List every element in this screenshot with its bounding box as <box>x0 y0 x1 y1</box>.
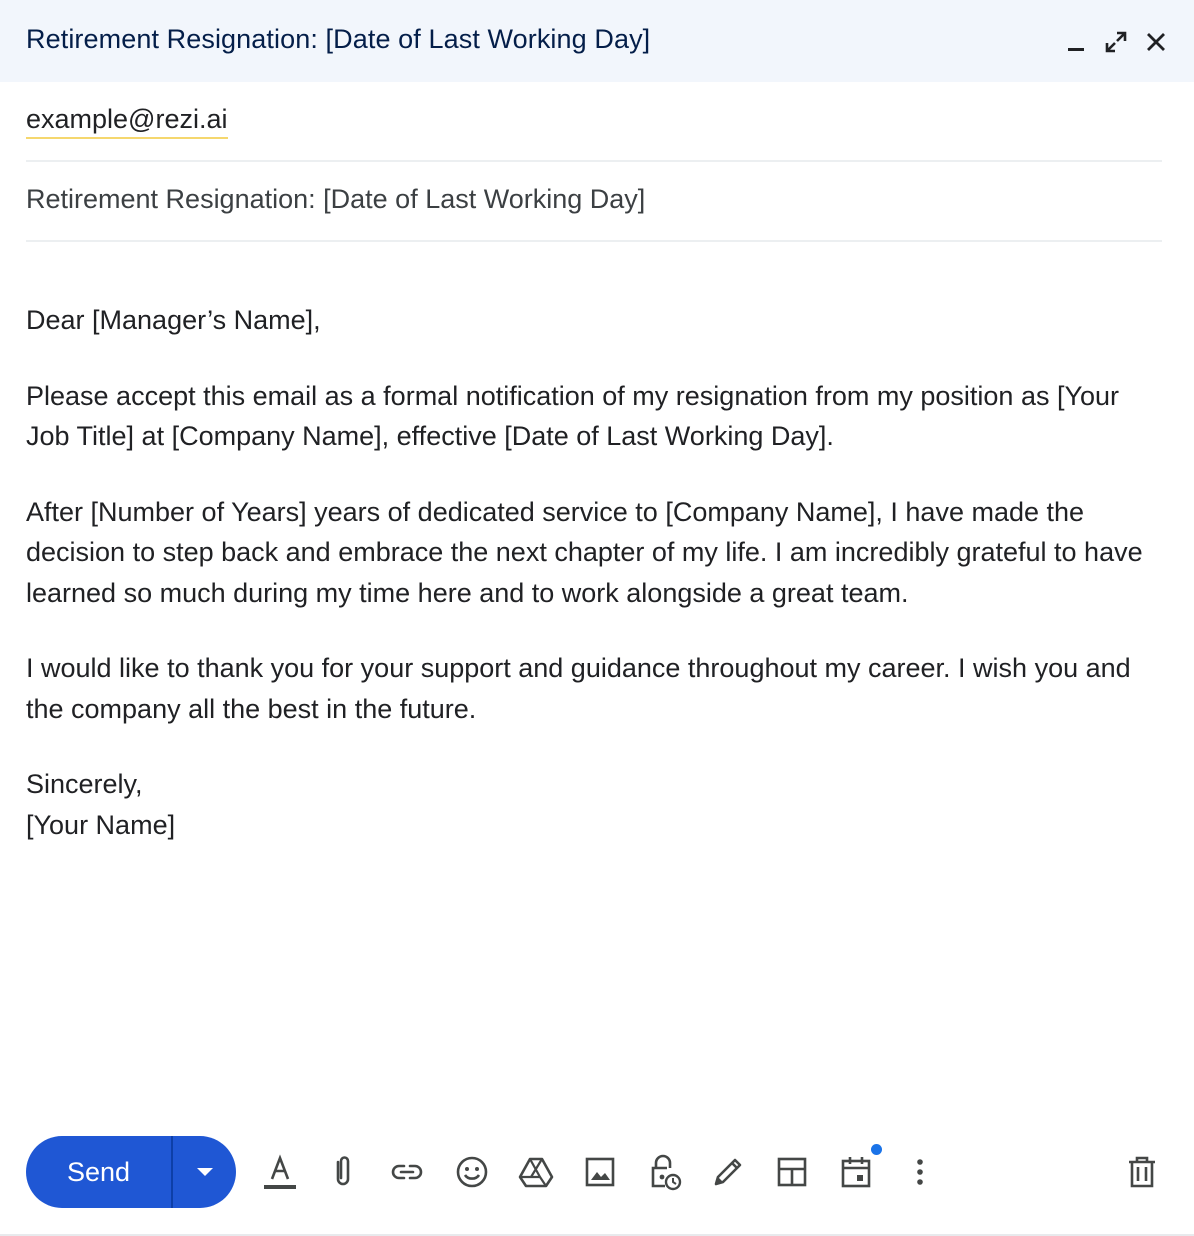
drive-button[interactable] <box>514 1150 558 1194</box>
insert-link-button[interactable] <box>385 1150 429 1194</box>
attach-icon <box>325 1154 361 1190</box>
send-button[interactable]: Send <box>66 1156 131 1187</box>
body-paragraph: I would like to thank you for your support and guidance throughout my career. I wish you and the company all the best in the future. <box>26 653 1131 724</box>
discard-icon <box>1126 1154 1158 1190</box>
confidential-mode-button[interactable] <box>642 1150 686 1194</box>
message-body[interactable] <box>26 300 1166 845</box>
caret-down-icon <box>196 1167 214 1177</box>
body-paragraph: Please accept this email as a formal notification of my resignation from my position as [Your Job Title] at [Company Name], effective [Date of Last Working Day]. <box>26 380 1120 451</box>
body-paragraph: After [Number of Years] years of dedicated service to [Company Name], I have made the decision to step back and embrace the next chapter of my life. I am incredibly grateful to have learned so much during my time here and to work alongside a great team. <box>26 496 1143 608</box>
signature: [Your Name] <box>26 809 176 840</box>
close-button[interactable] <box>1140 26 1172 58</box>
to-field[interactable] <box>26 82 1162 162</box>
window-controls <box>1060 26 1172 58</box>
subject-input[interactable]: Retirement Resignation: [Date of Last Working Day] <box>26 184 646 214</box>
discard-draft-button[interactable] <box>1120 1150 1164 1194</box>
minimize-icon <box>1065 31 1087 53</box>
link-icon <box>389 1154 425 1190</box>
schedule-button[interactable] <box>834 1150 878 1194</box>
signature-icon <box>710 1154 746 1190</box>
insert-signature-button[interactable] <box>706 1150 750 1194</box>
layouts-button[interactable] <box>770 1150 814 1194</box>
emoji-button[interactable] <box>450 1150 494 1194</box>
notification-dot <box>871 1144 882 1155</box>
expand-button[interactable] <box>1100 26 1132 58</box>
formatting-icon <box>262 1153 298 1191</box>
expand-icon <box>1104 30 1128 54</box>
minimize-button[interactable] <box>1060 26 1092 58</box>
subject-field[interactable] <box>26 162 1162 242</box>
drive-icon <box>517 1154 555 1190</box>
photo-icon <box>582 1154 618 1190</box>
send-options-button[interactable] <box>173 1136 236 1208</box>
compose-toolbar <box>26 1136 1162 1208</box>
attach-button[interactable] <box>321 1150 365 1194</box>
compose-title: Retirement Resignation: [Date of Last Working Day] <box>26 24 651 54</box>
emoji-icon <box>454 1154 490 1190</box>
confidential-icon <box>646 1153 682 1191</box>
recipient-chip[interactable]: example@rezi.ai <box>26 104 228 139</box>
more-options-icon <box>914 1157 926 1187</box>
more-options-button[interactable] <box>898 1150 942 1194</box>
close-icon <box>1145 31 1167 53</box>
compose-titlebar[interactable] <box>0 0 1194 82</box>
schedule-icon <box>838 1153 874 1191</box>
send-button-group <box>26 1136 236 1208</box>
insert-photo-button[interactable] <box>578 1150 622 1194</box>
formatting-button[interactable] <box>258 1150 302 1194</box>
greeting: Dear [Manager’s Name], <box>26 305 321 335</box>
closing: Sincerely, <box>26 769 143 799</box>
layout-icon <box>774 1154 810 1190</box>
